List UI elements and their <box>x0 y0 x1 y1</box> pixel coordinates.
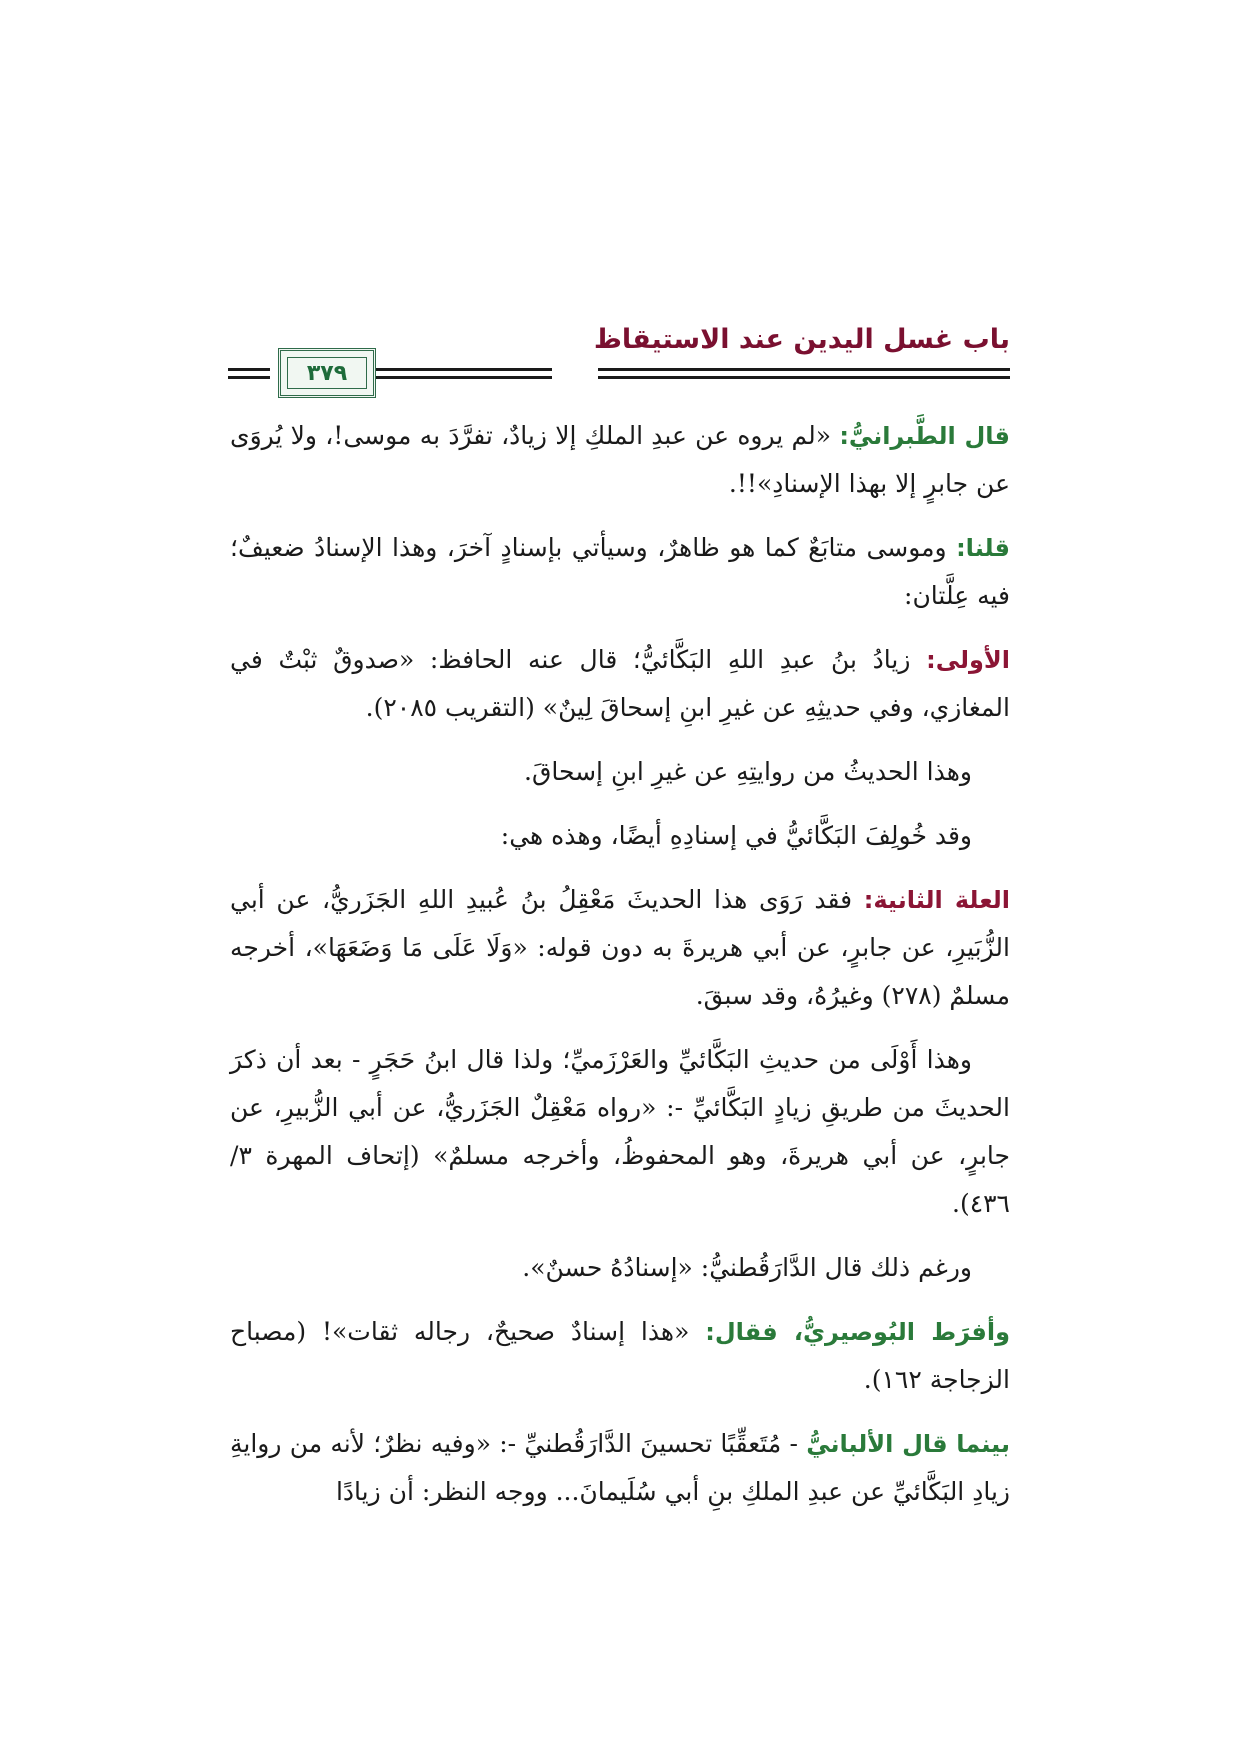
header-rule <box>228 368 270 371</box>
paragraph-text: وموسى متابَعٌ كما هو ظاهرٌ، وسيأتي بإسنادٍ آخرَ، وهذا الإسنادُ ضعيفٌ؛ فيه عِلَّتان: <box>230 533 1010 610</box>
paragraph <box>230 1036 1010 1228</box>
header-rule <box>228 376 270 379</box>
page-header <box>228 318 1010 418</box>
paragraph-text: وهذا أَوْلَى من حديثِ البَكَّائيِّ والعَرْزَميِّ؛ ولذا قال ابنُ حَجَرٍ - بعد أن ذكرَ الحديثَ من طريقِ زيادٍ البَكَّائيِّ -: «رواه مَعْقِلٌ الجَزَريُّ، عن أبي الزُّبيرِ، عن جابرٍ، عن أبي هريرةَ، وهو المحفوظُ، وأخرجه مسلمٌ» (إتحاف المهرة ٣/ ٤٣٦). <box>230 1045 1010 1218</box>
paragraph-text: ورغم ذلك قال الدَّارَقُطنيُّ: «إسنادُهُ حسنٌ». <box>522 1253 972 1282</box>
paragraph <box>230 1308 1010 1404</box>
paragraph <box>230 524 1010 620</box>
paragraph-lead: الأولى: <box>926 646 1010 674</box>
header-rule <box>598 368 1010 371</box>
paragraph-text: وهذا الحديثُ من روايتِهِ عن غيرِ ابنِ إسحاقَ. <box>524 757 972 786</box>
badge-frame <box>278 348 376 398</box>
paragraph <box>230 636 1010 732</box>
paragraph-text: زيادُ بنُ عبدِ اللهِ البَكَّائيُّ؛ قال عنه الحافظ: «صدوقٌ ثبْتٌ في المغازي، وفي حديثِهِ عن غيرِ ابنِ إسحاقَ لِينٌ» (التقريب ٢٠٨٥). <box>230 645 1010 722</box>
page-number: ٣٧٩ <box>306 360 348 386</box>
paragraph-text: «لم يروه عن عبدِ الملكِ إلا زيادٌ، تفرَّدَ به موسى!، ولا يُروَى عن جابرٍ إلا بهذا الإسنادِ»!!. <box>230 421 1010 498</box>
paragraph-lead: قلنا: <box>956 534 1010 562</box>
paragraph-text: وقد خُولِفَ البَكَّائيُّ في إسنادِهِ أيضًا، وهذه هي: <box>500 821 972 850</box>
page-number-badge <box>278 348 582 400</box>
paragraph-lead: العلة الثانية: <box>863 886 1010 914</box>
paragraph <box>230 748 1010 796</box>
paragraph <box>230 812 1010 860</box>
paragraph <box>230 1420 1010 1516</box>
body-text <box>230 412 1010 1532</box>
paragraph-lead: قال الطَّبرانيُّ: <box>839 422 1010 450</box>
paragraph-text: «هذا إسنادٌ صحيحٌ، رجاله ثقات»! (مصباح الزجاجة ١٦٢). <box>230 1317 1010 1394</box>
badge-inner-frame <box>287 357 367 389</box>
paragraph-lead: بينما قال الألبانيُّ <box>806 1430 1010 1458</box>
paragraph-text: فقد رَوَى هذا الحديثَ مَعْقِلُ بنُ عُبيدِ اللهِ الجَزَريُّ، عن أبي الزُّبَيرِ، عن جابرٍ، عن أبي هريرةَ به دون قوله: «وَلَا عَلَى مَا وَضَعَهَا»، أخرجه مسلمٌ (٢٧٨) وغيرُهُ، وقد سبقَ. <box>230 885 1010 1010</box>
paragraph <box>230 412 1010 508</box>
paragraph-lead: وأفرَط البُوصيريُّ، فقال: <box>705 1318 1010 1346</box>
paragraph <box>230 876 1010 1020</box>
header-rule <box>598 376 1010 379</box>
paragraph <box>230 1244 1010 1292</box>
paragraph-text: - مُتَعقِّبًا تحسينَ الدَّارَقُطنيِّ -: «وفيه نظرٌ؛ لأنه من روايةِ زيادِ البَكَّائيِّ عن عبدِ الملكِ بنِ أبي سُلَيمانَ... ووجه النظر: أن زيادًا <box>230 1429 1010 1506</box>
chapter-title: باب غسل اليدين عند الاستيقاظ <box>593 324 1010 355</box>
